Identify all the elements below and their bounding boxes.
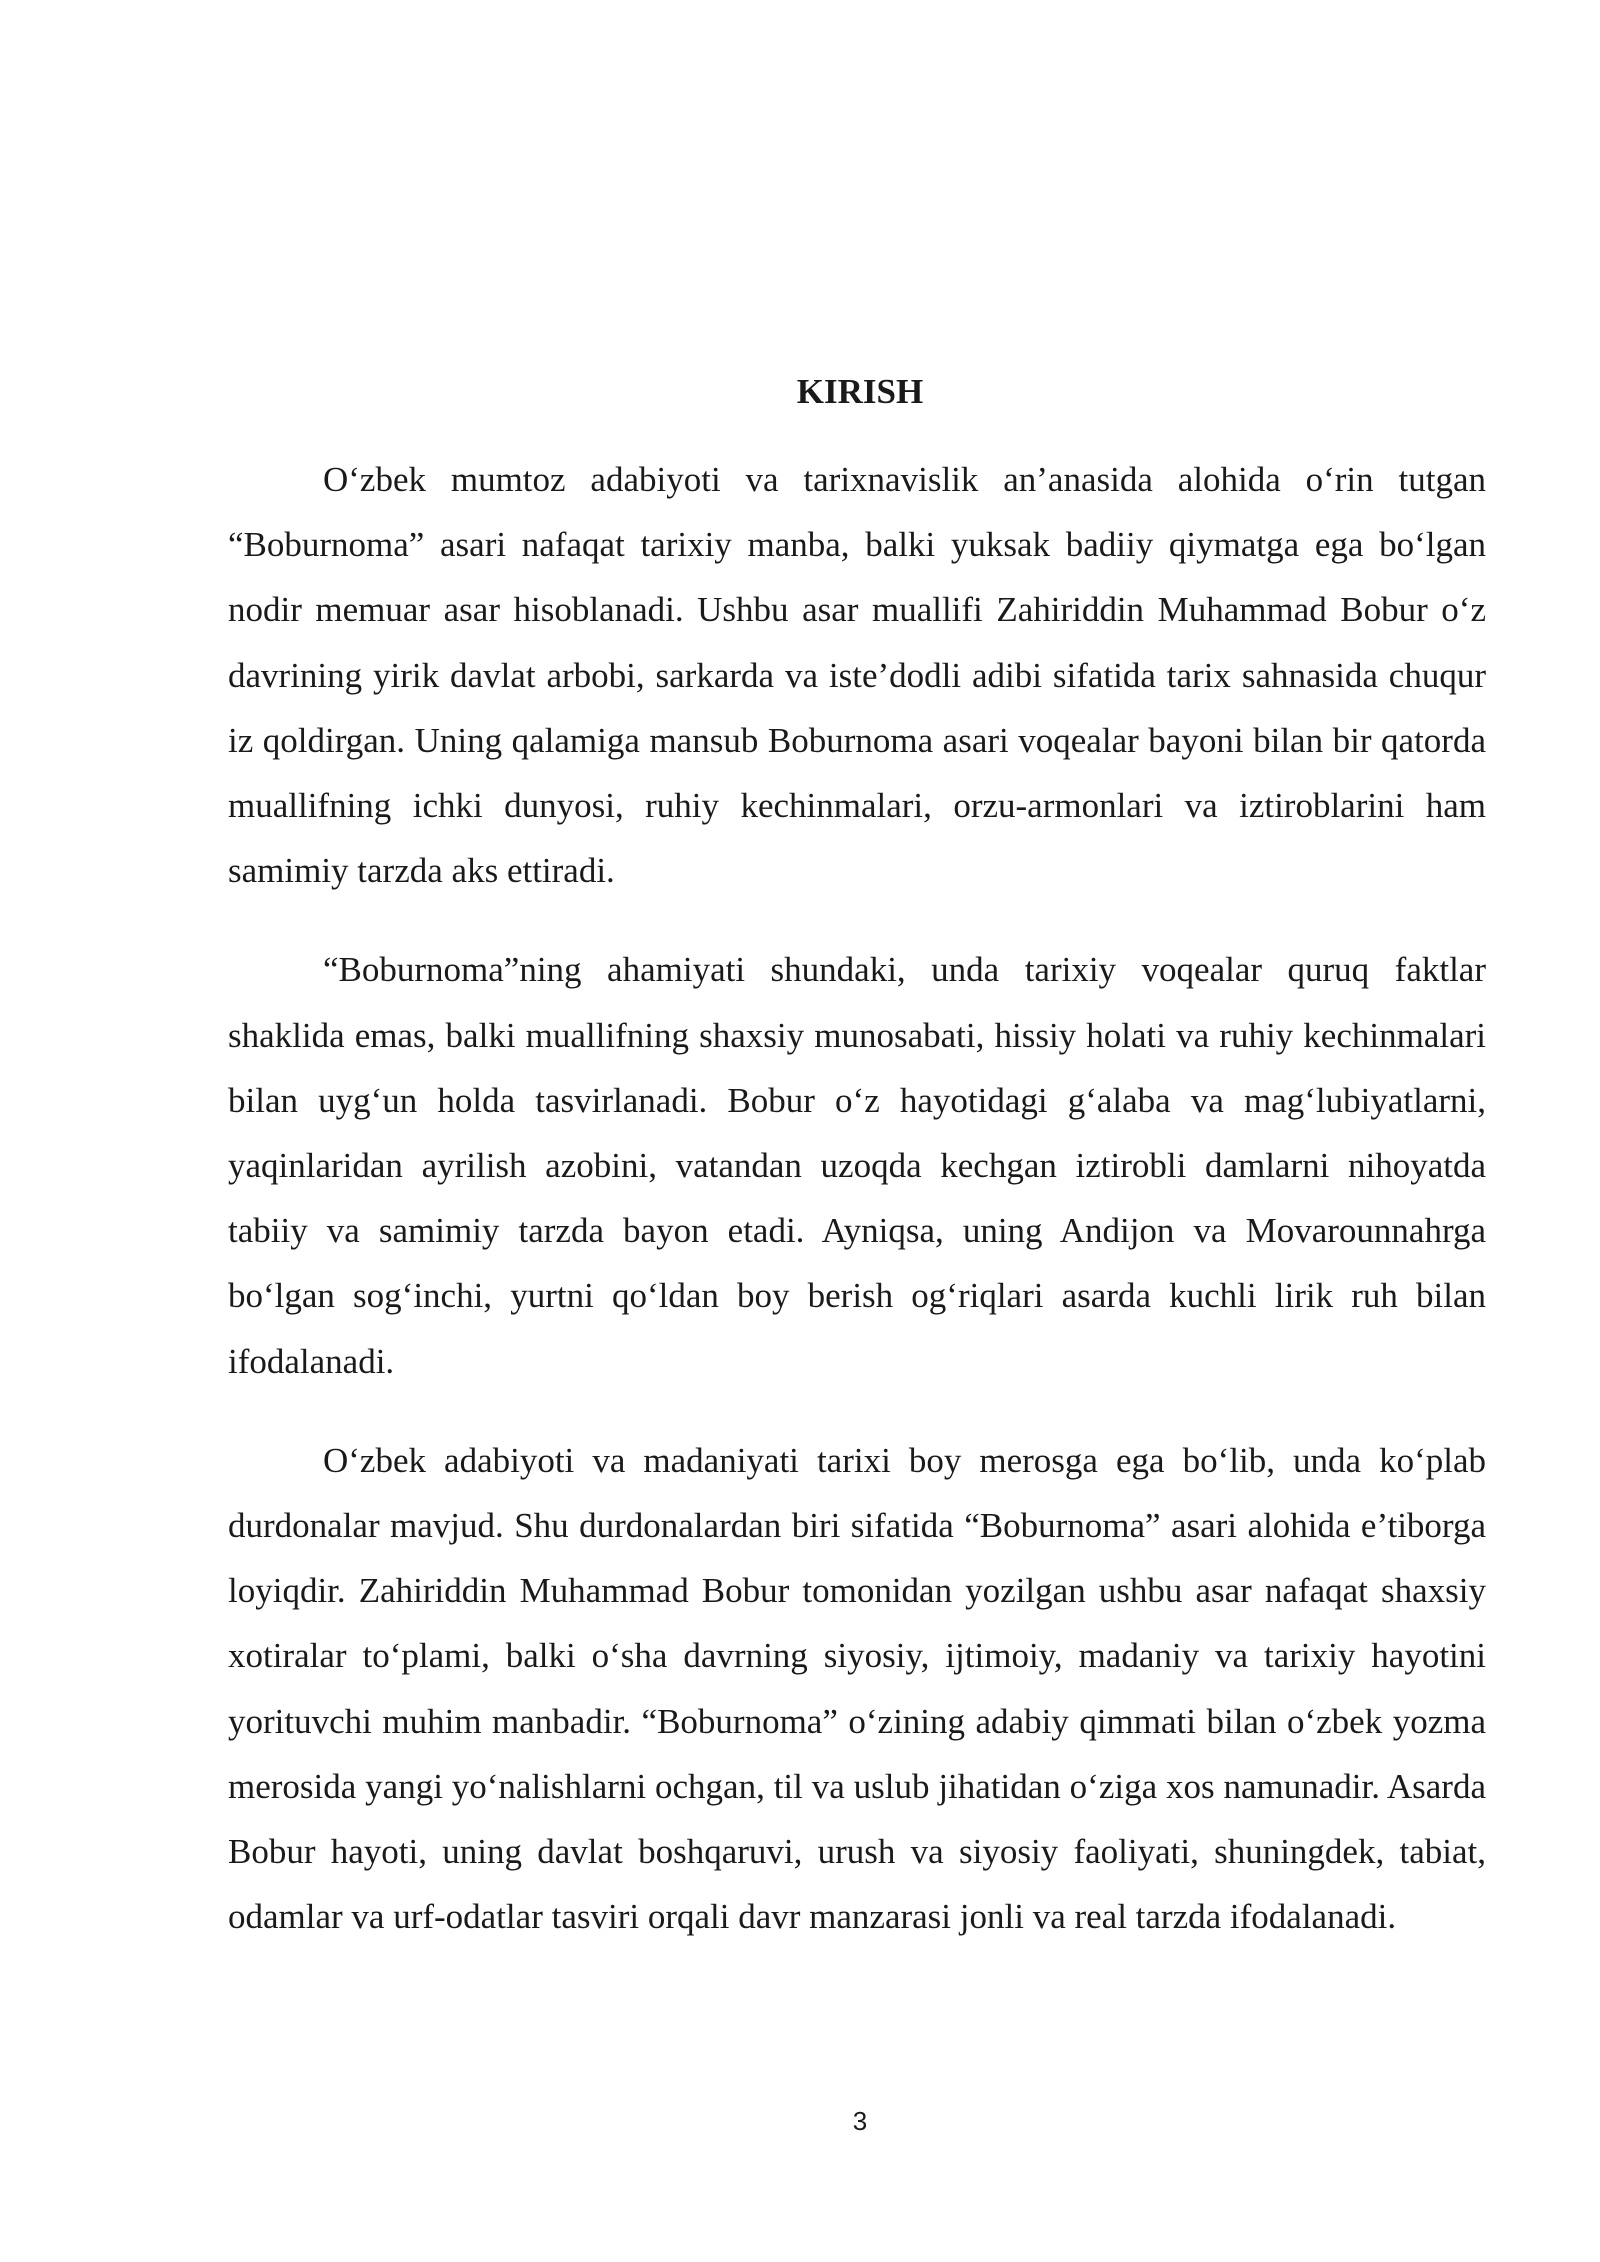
- section-heading: KIRISH: [796, 372, 924, 411]
- paragraph-1: O‘zbek mumtoz adabiyoti va tarixnavislik an’anasida alohida o‘rin tutgan “Boburnoma” asari nafaqat tarixiy manba, balki yuksak badiiy qiymatga ega bo‘lgan nodir memuar asar hisoblanadi. Ushbu asar muallifi Zahiriddin Muhammad Bobur o‘z davrining yirik davlat arbobi, sarkarda va iste’dodli adibi sifatida tarix sahnasida chuqur iz qoldirgan. Uning qalamiga mansub Boburnoma asari voqealar bayoni bilan bir qatorda muallifning ichki dunyosi, ruhiy kechinmalari, orzu-armonlari va iztiroblarini ham samimiy tarzda aks ettiradi.: [228, 460, 1486, 891]
- paragraph-3: O‘zbek adabiyoti va madaniyati tarixi boy merosga ega bo‘lib, unda ko‘plab durdonalar mavjud. Shu durdonalardan biri sifatida “Boburnoma” asari alohida e’tiborga loyiqdir. Zahiriddin Muhammad Bobur tomonidan yozilgan ushbu asar nafaqat shaxsiy xotiralar to‘plami, balki o‘sha davrning siyosiy, ijtimoiy, madaniy va tarixiy hayotini yorituvchi muhim manbadir. “Boburnoma” o‘zining adabiy qimmati bilan o‘zbek yozma merosida yangi yo‘nalishlarni ochgan, til va uslub jihatidan o‘ziga xos namunadir. Asarda Bobur hayoti, uning davlat boshqaruvi, urush va siyosiy faoliyati, shuningdek, tabiat, odamlar va urf-odatlar tasviri orqali davr manzarasi jonli va real tarzda ifodalanadi.: [228, 1440, 1486, 1937]
- body-text: [228, 447, 1486, 1949]
- paragraph-2: “Boburnoma”ning ahamiyati shundaki, unda tarixiy voqealar quruq faktlar shaklida emas, balki muallifning shaxsiy munosabati, hissiy holati va ruhiy kechinmalari bilan uyg‘un holda tasvirlanadi. Bobur o‘z hayotidagi g‘alaba va mag‘lubiyatlarni, yaqinlaridan ayrilish azobini, vatandan uzoqda kechgan iztirobli damlarni nihoyatda tabiiy va samimiy tarzda bayon etadi. Ayniqsa, uning Andijon va Movarounnahrga bo‘lgan sog‘inchi, yurtni qo‘ldan boy berish og‘riqlari asarda kuchli lirik ruh bilan ifodalanadi.: [228, 950, 1486, 1381]
- page-number: 3: [852, 2106, 868, 2136]
